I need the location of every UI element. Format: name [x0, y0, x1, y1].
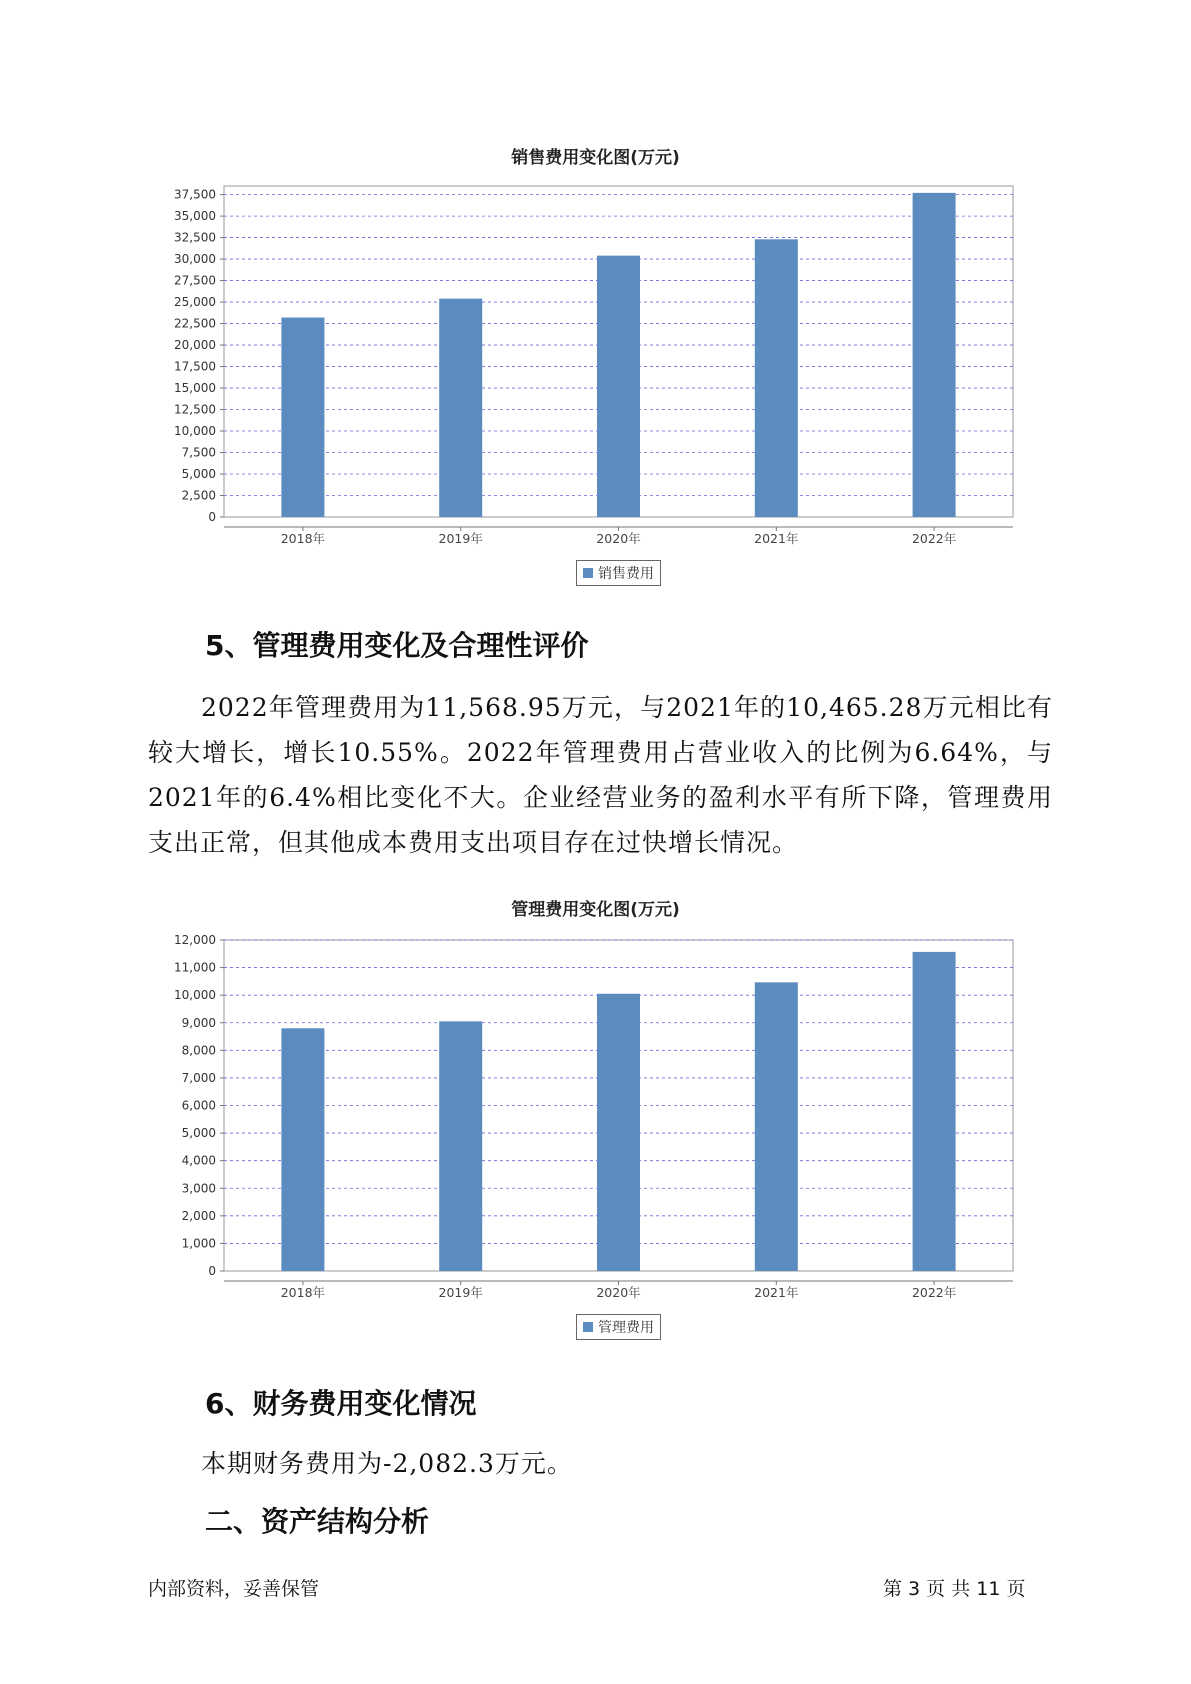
bar — [755, 982, 798, 1271]
x-tick-label: 2018年 — [280, 531, 326, 546]
bar — [913, 952, 956, 1271]
x-tick-label: 2022年 — [911, 1285, 957, 1300]
y-tick-label: 35,000 — [174, 209, 216, 224]
y-tick-label: 37,500 — [174, 187, 216, 202]
legend-label: 管理费用 — [598, 1320, 654, 1336]
y-tick-label: 7,500 — [181, 445, 216, 460]
y-tick-label: 9,000 — [181, 1015, 216, 1030]
chart-title: 管理费用变化图(万元) — [511, 900, 680, 920]
y-tick-label: 10,000 — [174, 424, 216, 439]
footer-confidential: 内部资料，妥善保管 — [148, 1578, 320, 1600]
x-tick-label: 2021年 — [754, 1285, 799, 1300]
footer-page-number: 第 3 页 共 11 页 — [883, 1578, 1026, 1600]
chart-legend — [576, 1314, 661, 1340]
paragraph-text: 本期财务费用为-2,082.3万元。 — [201, 1449, 573, 1478]
y-tick-label: 2,000 — [181, 1208, 216, 1223]
y-tick-label: 8,000 — [181, 1043, 216, 1058]
legend-swatch — [583, 1322, 593, 1332]
y-tick-label: 27,500 — [174, 273, 216, 288]
y-tick-label: 5,000 — [181, 467, 216, 482]
y-tick-label: 5,000 — [181, 1126, 216, 1141]
y-tick-label: 15,000 — [174, 381, 216, 396]
paragraph-finance-expense — [148, 1441, 1053, 1486]
x-tick-label: 2020年 — [596, 531, 641, 546]
section-heading-6: 6、财务费用变化情况 — [205, 1387, 477, 1420]
y-tick-label: 10,000 — [174, 988, 216, 1003]
y-tick-label: 1,000 — [181, 1236, 216, 1251]
legend-label: 销售费用 — [598, 566, 654, 582]
x-tick-label: 2018年 — [280, 1285, 326, 1300]
y-tick-label: 0 — [208, 510, 216, 524]
section-heading-assets: 二、资产结构分析 — [205, 1505, 430, 1538]
y-tick-label: 12,500 — [174, 402, 216, 417]
paragraph-admin-expense — [148, 685, 1053, 865]
y-tick-label: 11,000 — [174, 960, 216, 975]
x-tick-label: 2019年 — [438, 531, 483, 546]
y-tick-label: 22,500 — [174, 316, 216, 331]
y-tick-label: 12,000 — [174, 933, 216, 947]
x-tick-label: 2022年 — [911, 531, 957, 546]
y-tick-label: 17,500 — [174, 359, 216, 374]
y-tick-label: 2,500 — [181, 488, 216, 503]
y-tick-label: 3,000 — [181, 1181, 216, 1196]
x-tick-label: 2020年 — [596, 1285, 641, 1300]
y-tick-label: 4,000 — [181, 1153, 216, 1168]
y-tick-label: 7,000 — [181, 1070, 216, 1085]
y-tick-label: 6,000 — [181, 1098, 216, 1113]
chart-legend — [576, 560, 661, 586]
y-tick-label: 32,500 — [174, 230, 216, 245]
bar — [597, 994, 640, 1271]
section-heading-5: 5、管理费用变化及合理性评价 — [205, 629, 589, 662]
y-tick-label: 30,000 — [174, 252, 216, 267]
x-tick-label: 2019年 — [438, 1285, 483, 1300]
x-tick-label: 2021年 — [754, 531, 799, 546]
bar — [281, 1028, 324, 1271]
y-tick-label: 0 — [208, 1264, 216, 1278]
chart-title: 销售费用变化图(万元) — [511, 148, 680, 168]
y-tick-label: 25,000 — [174, 295, 216, 310]
legend-swatch — [583, 568, 593, 578]
bar — [439, 1021, 482, 1271]
paragraph-text: 2022年管理费用为11,568.95万元，与2021年的10,465.28万元相比有较大增长，增长10.55%。2022年管理费用占营业收入的比例为6.64%，与2021年的6.4%相比变化不大。企业经营业务的盈利水平有所下降，管理费用支出正常，但其他成本费用支出项目存在过快增长情况。 — [148, 693, 1053, 857]
y-tick-label: 20,000 — [174, 338, 216, 353]
